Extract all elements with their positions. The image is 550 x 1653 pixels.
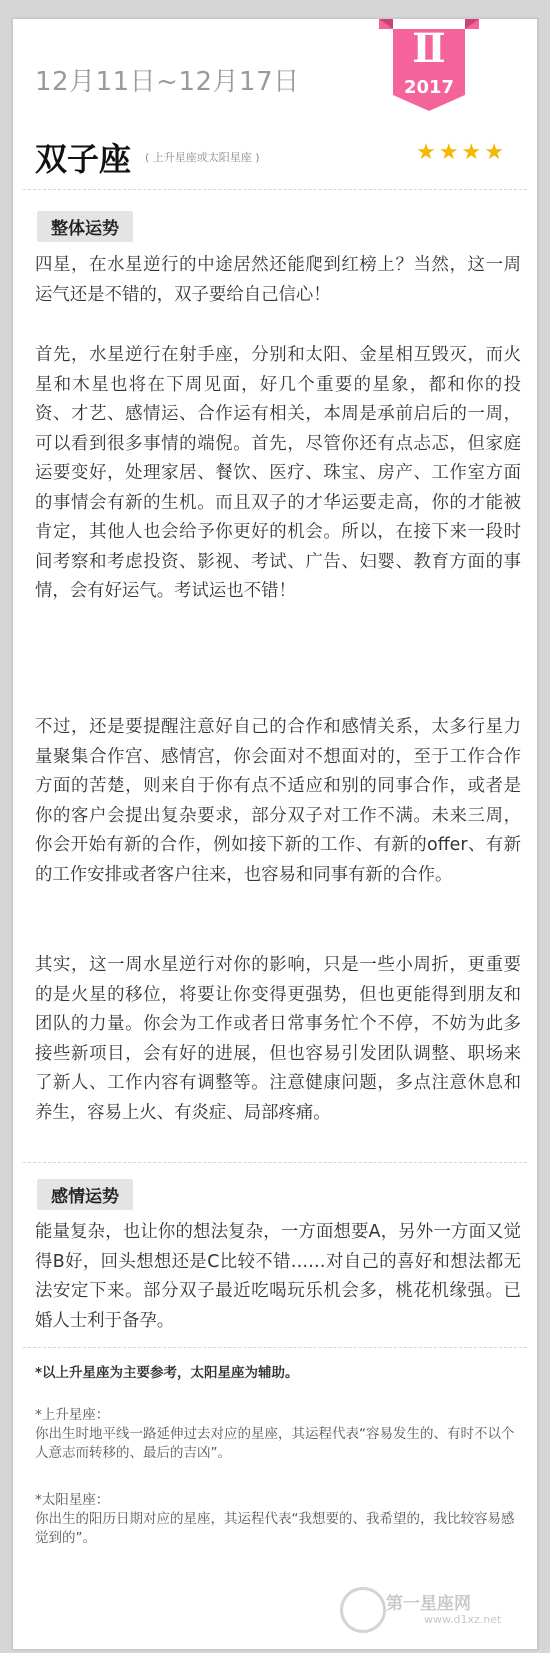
notes-divider [23,1347,527,1348]
horoscope-card [12,18,538,1650]
overall-paragraph-1: 四星，在水星逆行的中途居然还能爬到红榜上？当然，这一周运气还是不错的，双子要给自己信心！ [35,255,521,305]
overall-paragraph-4: 其实，这一周水星逆行对你的影响，只是一些小周折，更重要的是火星的移位，将要让你变得更强势，但也更能得到朋友和团队的力量。你会为工作或者日常事务忙个不停，不妨为此多接些新项目，会有好的进展，但也容易引发团队调整、职场来了新人、工作内容有调整等。注意健康问题，多点注意休息和养生，容易上火、有炎症、局部疼痛。 [35,955,521,1123]
overall-paragraph-3: 不过，还是要提醒注意好自己的合作和感情关系，太多行星力量聚集合作宫、感情宫，你会面对不想面对的，至于工作合作方面的苦楚，则来自于你有点不适应和别的同事合作，或者是你的客户会提出复杂要求，部分双子对工作不满。未来三周，你会开始有新的合作，例如接下新的工作、有新的offer、有新的工作安排或者客户往来，也容易和同事有新的合作。 [35,717,521,885]
ribbon-year: 2017 [403,77,455,98]
star-rating-icon: ★★★★ [416,140,507,165]
sun-sign-text: 你出生的阳历日期对应的星座，其运程代表“我想要的、我希望的，我比较容易感觉到的”。 [35,1511,515,1546]
date-range: 12月11日~12月17日 [35,67,300,97]
rising-sign-text: 你出生时地平线一路延伸过去对应的星座，其运程代表“容易发生的、有时不以个人意志而转移的、最后的吉凶”。 [35,1426,515,1461]
sign-subtitle: ( 上升星座或太阳星座 ) [145,151,260,164]
watermark-text: 第一星座网 [386,1594,471,1614]
gemini-ribbon-badge [379,19,479,119]
love-fortune-tag: 感情运势 [37,1179,133,1210]
gemini-symbol-icon: Ⅱ [412,25,446,72]
header-divider [23,189,527,190]
rising-sign-title: *上升星座： [35,1407,110,1423]
watermark-logo-icon [340,1587,386,1633]
title-row [35,134,515,178]
overall-fortune-tag: 整体运势 [37,211,133,242]
sun-sign-title: *太阳星座： [35,1492,110,1508]
sign-title: 双子座 [35,140,132,178]
notes-main: *以上升星座为主要参考，太阳星座为辅助。 [35,1365,299,1381]
site-watermark [340,1585,520,1635]
section-divider [23,1162,527,1163]
love-paragraph: 能量复杂，也让你的想法复杂，一方面想要A，另外一方面又觉得B好，回头想想还是C比较不错……对自己的喜好和想法都无法安定下来。部分双子最近吃喝玩乐机会多，桃花机缘强。已婚人士利于备孕。 [35,1222,521,1331]
overall-paragraph-2: 首先，水星逆行在射手座，分别和太阳、金星相互毁灭，而火星和木星也将在下周见面，好几个重要的星象，都和你的投资、才艺、感情运、合作运有相关，本周是承前启后的一周，可以看到很多事情的端倪。首先，尽管你还有点忐忑，但家庭运要变好，处理家居、餐饮、医疗、珠宝、房产、工作室方面的事情会有新的生机。而且双子的才华运要走高，你的才能被肯定，其他人也会给予你更好的机会。所以，在接下来一段时间考察和考虑投资、影视、考试、广告、妇婴、教育方面的事情，会有好运气。考试运也不错！ [35,345,521,601]
watermark-url: www.d1xz.net [424,1613,502,1626]
